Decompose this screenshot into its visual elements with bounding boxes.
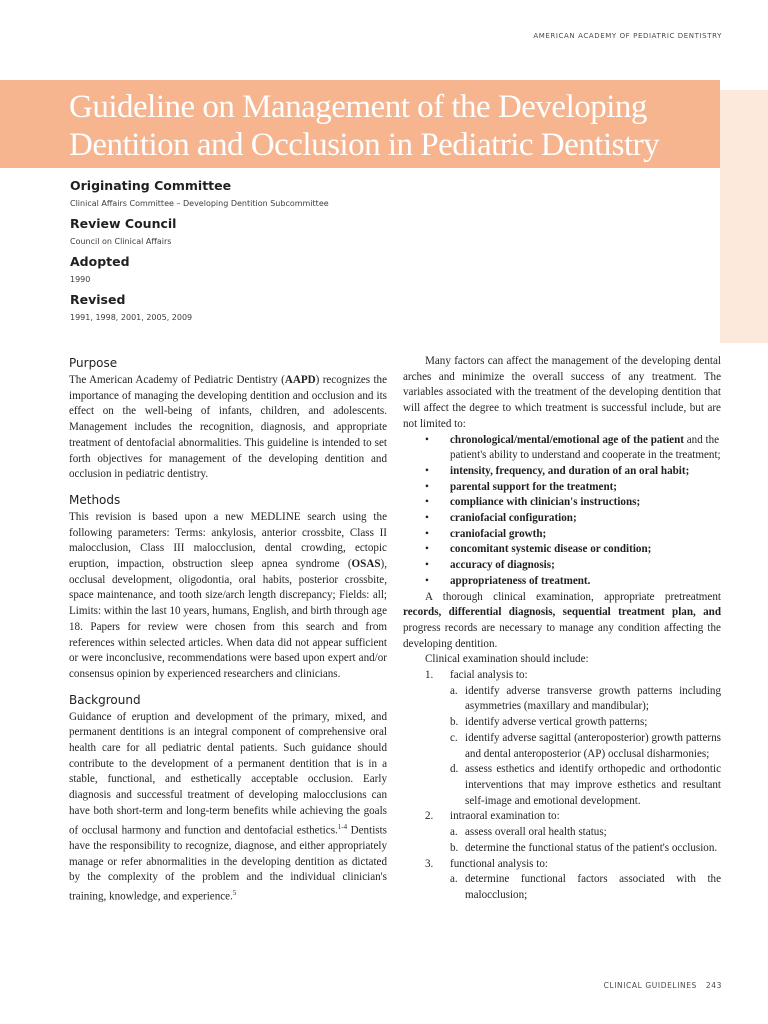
bullet-icon: • [425, 480, 429, 493]
meta-originating-committee [70, 178, 630, 216]
methods-heading: Methods [69, 492, 121, 507]
bullet-icon: • [425, 527, 429, 540]
aapd-abbrev: AAPD [284, 374, 316, 386]
title-line-2: Dentition and Occlusion in Pediatric Dentistry [69, 127, 660, 163]
meta-value: Clinical Affairs Committee – Developing Dentition Subcommittee [70, 199, 329, 208]
title-line-1: Guideline on Management of the Developing [69, 89, 647, 125]
list-item: • accuracy of diagnosis; [403, 558, 721, 574]
item-label: facial analysis to: [450, 669, 528, 682]
meta-revised [70, 292, 630, 330]
meta-label: Adopted [70, 254, 130, 269]
bullet-icon: • [425, 512, 429, 525]
list-item: • craniofacial growth; [403, 527, 721, 543]
list-item: b. determine the functional status of the patient's occlusion. [450, 841, 718, 854]
meta-label: Revised [70, 292, 126, 307]
page-title [69, 88, 719, 164]
list-item: • appropriateness of treatment. [403, 574, 721, 590]
citation: 1-4 [337, 822, 348, 831]
list-item: • intensity, frequency, and duration of an oral habit; [403, 464, 721, 480]
list-item: • craniofacial configuration; [403, 511, 721, 527]
left-column [69, 354, 387, 905]
list-item: • parental support for the treatment; [403, 480, 721, 496]
factors-list [403, 433, 721, 590]
bullet-icon: • [425, 433, 429, 446]
list-item: b. identify adverse vertical growth patterns; [450, 716, 648, 729]
background-heading: Background [69, 692, 141, 707]
item-label: intraoral examination to: [450, 810, 560, 823]
bullet-icon: • [425, 559, 429, 572]
list-item: a. assess overall oral health status; [450, 826, 607, 839]
list-item: a. identify adverse transverse growth patterns including asymmetries (maxillary and mandibular); [450, 684, 721, 713]
list-item: • compliance with clinician's instructions; [403, 495, 721, 511]
page-footer [604, 981, 722, 990]
factors-intro-paragraph: Many factors can affect the management of the developing dental arches and minimize the overall success of any treatment. The variables associated with the treatment of the developing dentition that will affect the degree to which treatment is successful include, but are not limited to: [403, 355, 721, 430]
clinical-exam-list [403, 668, 721, 904]
list-item: c. identify adverse sagittal (anteroposterior) growth patterns and dental anteroposterior (AP) occlusal disharmonies; [450, 731, 721, 760]
background-paragraph: Guidance of eruption and development of the primary, mixed, and permanent dentitions is an integral component of comprehensive oral health care for all pediatric dental patients. Such guidance should contribute to the development of a permanent dentition that is in a stable, functional, and esthetically acceptable occlusion. Early diagnosis and successful treatment of developing malocclusions can have both short-term and long-term benefits while achieving the goals of occlusal harmony and function and dentofacial esthetics.$^{1-4}$ Dentists have the responsibility to recognize, diagnose, and either appropriately manage or refer abnormalities in the developing dentition as dictated by the complexity of the problem and the individual clinician's training, knowledge, and experience.$^5$ [69, 710, 387, 903]
list-item [403, 857, 721, 904]
osas-abbrev: OSAS [351, 558, 381, 571]
page-number: 243 [705, 981, 722, 990]
clinical-exam-intro: Clinical examination should include: [425, 653, 589, 666]
bullet-icon: • [425, 574, 429, 587]
meta-label: Review Council [70, 216, 177, 231]
methods-paragraph: This revision is based upon a new MEDLINE search using the following parameters: Terms: ankylosis, anterior crossbite, Class II malocclusion, Class III malocclusion, dental crowding, ectopic eruption, impaction, obstruction sleep apnea syndrome (OSAS), occlusal development, oligodontia, oral habits, posterior crossbite, space maintenance, and tooth size/arch length discrepancy; Fields: all; Limits: within the last 10 years, humans, English, and birth through age 18. Papers for review were chosen from this search and from references within selected articles. When data did not appear sufficient or were inconclusive, recommendations were based upon expert and/or consensus opinion by experienced researchers and clinicians. [69, 510, 387, 680]
list-item: a. determine functional factors associated with the malocclusion; [450, 873, 721, 901]
meta-value: Council on Clinical Affairs [70, 237, 172, 246]
meta-label: Originating Committee [70, 178, 232, 193]
purpose-heading: Purpose [69, 356, 118, 370]
right-column [403, 354, 721, 904]
meta-value: 1990 [70, 275, 91, 284]
guideline-metadata [70, 178, 630, 330]
bullet-icon: • [425, 464, 429, 477]
bullet-icon: • [425, 543, 429, 556]
title-band-accent [720, 90, 768, 343]
meta-adopted [70, 254, 630, 292]
item-label: functional analysis to: [450, 857, 548, 870]
sub-list [450, 872, 721, 903]
sub-list [450, 684, 721, 810]
list-item [403, 668, 721, 809]
list-item: • concomitant systemic disease or condition; [403, 542, 721, 558]
meta-review-council [70, 216, 630, 254]
item-number: 3. [425, 857, 434, 870]
journal-header: AMERICAN ACADEMY OF PEDIATRIC DENTISTRY [533, 32, 722, 40]
citation: 5 [232, 889, 237, 898]
list-item [403, 809, 721, 856]
item-number: 1. [425, 669, 434, 682]
meta-value: 1991, 1998, 2001, 2005, 2009 [70, 313, 193, 322]
item-number: 2. [425, 810, 434, 823]
footer-section: CLINICAL GUIDELINES [603, 981, 697, 990]
sub-list [450, 825, 721, 856]
examination-paragraph: A thorough clinical examination, appropriate pretreatment records, differential diagnosis, sequential treatment plan, and progress records are necessary to manage any condition affecting the developing dentition. [403, 590, 721, 650]
list-item: • chronological/mental/emotional age of the patient and the patient's ability to understand and cooperate in the treatment; [425, 433, 721, 462]
list-item: d. assess esthetics and identify orthopedic and orthodontic interventions that may improve esthetics and resultant self-image and emotional development. [450, 763, 721, 807]
bullet-icon: • [425, 496, 429, 509]
purpose-paragraph: The American Academy of Pediatric Dentistry (AAPD) recognizes the importance of managing the developing dentition and occlusion and its effect on the well-being of infants, children, and adolescents. Management includes the recognition, diagnosis, and appropriate treatment of dentofacial abnormalities. This guideline is intended to set forth objectives for management of the developing dentition and occlusion in pediatric dentistry. [69, 374, 387, 481]
